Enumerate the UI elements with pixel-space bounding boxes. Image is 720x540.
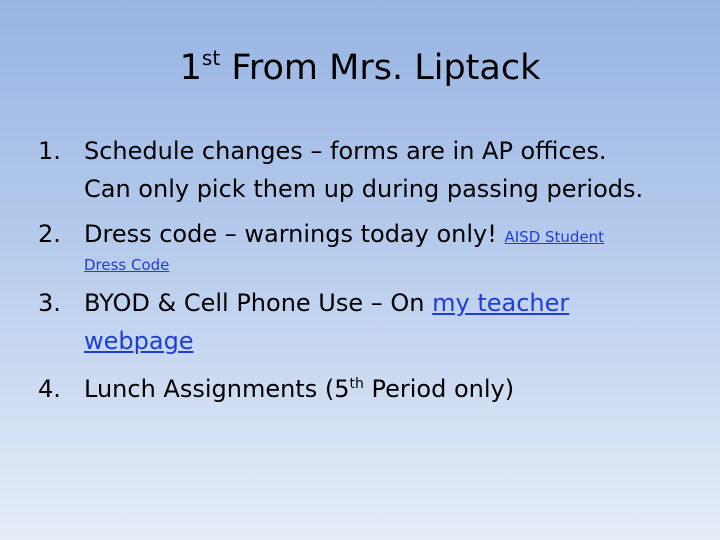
item-number: 2.	[38, 220, 61, 248]
item-number: 1.	[38, 137, 61, 165]
item-superscript: th	[349, 376, 364, 392]
teacher-webpage-link[interactable]: my teacher	[432, 289, 570, 317]
item-text-line-1: Schedule changes – forms are in AP offices.	[84, 137, 607, 165]
list-item-3	[38, 284, 678, 360]
list-item-1	[38, 132, 678, 208]
title-rest: From Mrs. Liptack	[220, 48, 541, 88]
title-superscript: st	[201, 46, 221, 70]
item-text: BYOD & Cell Phone Use – On	[84, 289, 433, 317]
item-text-line-2	[84, 322, 678, 360]
list-item-2	[38, 215, 678, 275]
dress-code-link[interactable]: AISD Student	[504, 228, 605, 246]
item-text-pre: Lunch Assignments (5	[84, 375, 350, 403]
item-number: 4.	[38, 375, 61, 403]
slide-title	[0, 44, 720, 92]
item-text: Dress code – warnings today only!	[84, 220, 505, 248]
item-text-line-2: Can only pick them up during passing periods.	[84, 175, 644, 203]
list-item-4	[38, 370, 678, 408]
item-text-line-1	[84, 370, 678, 408]
item-text-line-1	[84, 284, 678, 322]
item-text-line-1	[84, 215, 678, 256]
teacher-webpage-link-continued[interactable]: webpage	[84, 327, 194, 355]
item-number: 3.	[38, 289, 61, 317]
item-text-post: Period only)	[363, 375, 515, 403]
title-prefix: 1	[179, 48, 202, 88]
dress-code-link-continued[interactable]: Dress Code	[84, 256, 170, 274]
